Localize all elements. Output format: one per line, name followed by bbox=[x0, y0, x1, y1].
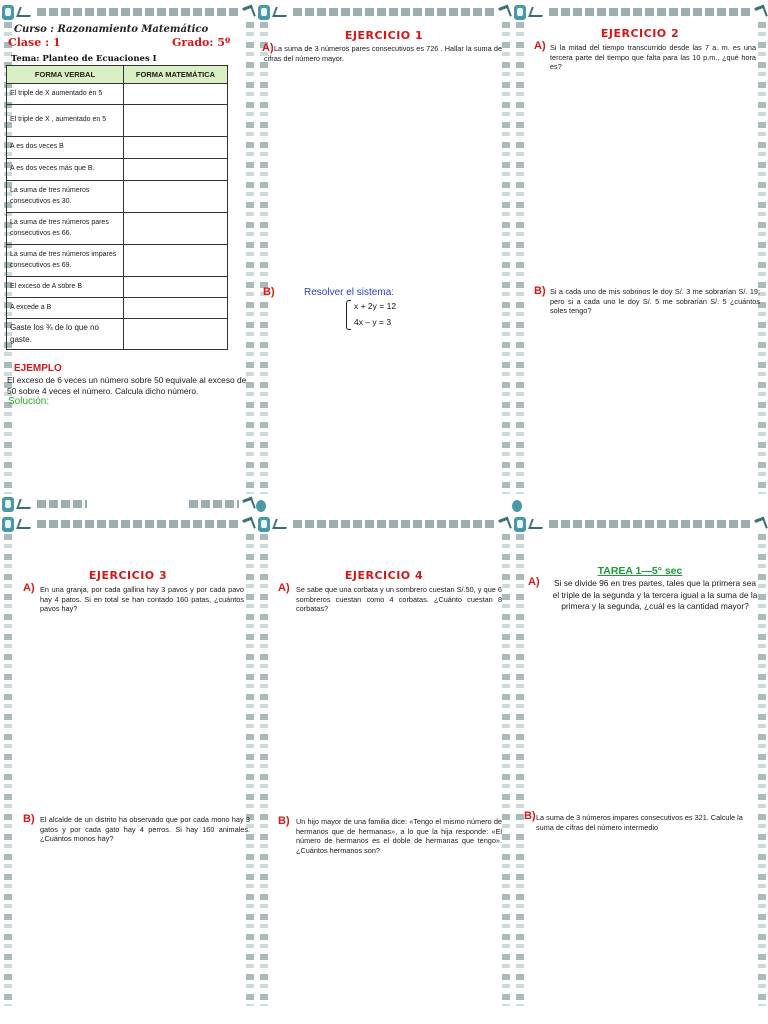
book-icon bbox=[258, 5, 270, 20]
decorative-border-top bbox=[0, 516, 256, 532]
book-icon bbox=[514, 5, 526, 20]
item-letter-a: A) bbox=[262, 42, 274, 54]
decorative-border-right bbox=[502, 534, 510, 1006]
topic-title: Tema: Planteo de Ecuaciones I bbox=[11, 54, 157, 64]
runner-icon bbox=[272, 519, 290, 529]
exercise-4a-text: Se sabe que una corbata y un sombrero cuestan S/.50, y que 6 sombreros cuestan como 4 corbatas. ¿Cuánto cuestan 8 corbatas? bbox=[296, 585, 502, 614]
exercise-3a-text: En una granja, por cada gallina hay 3 pavos y por cada pavo hay 4 patos. Si en total se han contado 160 patas, ¿cuántos pavos hay? bbox=[40, 585, 244, 614]
example-text: El exceso de 6 veces un número sobre 50 equivale al exceso de 50 sobre 4 veces el número. Calcula dicho número. bbox=[7, 375, 247, 396]
table-cell-verbal: A es dos veces más que B. bbox=[7, 159, 124, 181]
item-letter-a: A) bbox=[528, 576, 540, 588]
exercise-4b-text: Un hijo mayor de una familia dice: «Tengo el mismo número de hermanos que de hermanas», a lo que la hija responde: «El número de hermanos es el doble de hermanas que tengo». ¿Cuántos hermanos son? bbox=[296, 817, 502, 855]
table-row bbox=[7, 298, 228, 319]
runner-icon bbox=[528, 7, 546, 17]
table-row bbox=[7, 84, 228, 105]
telescope-icon bbox=[754, 517, 768, 532]
example-heading: EJEMPLO bbox=[14, 363, 62, 374]
book-icon bbox=[2, 497, 14, 512]
item-letter-b: B) bbox=[524, 810, 536, 822]
panel-exercise-1 bbox=[256, 0, 512, 512]
book-icon bbox=[514, 517, 526, 532]
item-letter-a: A) bbox=[534, 40, 546, 52]
table-header-math: FORMA MATEMÁTICA bbox=[124, 66, 228, 84]
telescope-icon bbox=[498, 517, 512, 532]
runner-icon bbox=[16, 7, 34, 17]
table-cell-verbal: El exceso de A sobre B bbox=[7, 277, 124, 298]
exercise-2a-text: Si la mitad del tiempo transcurrido desde las 7 a. m. es una tercera parte del tiempo que falta para las 10 p.m., ¿qué hora es? bbox=[550, 43, 756, 72]
runner-icon bbox=[16, 499, 34, 509]
table-cell-math bbox=[124, 105, 228, 137]
exercise-title: EJERCICIO 1 bbox=[344, 29, 424, 42]
table-cell-verbal: La suma de tres números impares consecutivos es 69. bbox=[7, 245, 124, 277]
homework-a-text: Si se divide 96 en tres partes, tales que la primera sea el triple de la segunda y la tercera igual a la suma de la primera y la segunda, ¿cuál es la cantidad mayor? bbox=[552, 578, 758, 612]
decorative-border-bottom bbox=[0, 496, 256, 512]
telescope-icon bbox=[754, 5, 768, 20]
panel-homework bbox=[512, 512, 768, 1024]
decorative-border-right bbox=[246, 534, 254, 1006]
class-number: Clase : 1 bbox=[8, 36, 61, 49]
grade-label: Grado: 5º bbox=[172, 36, 231, 49]
telescope-icon bbox=[242, 5, 256, 20]
table-cell-verbal: A es dos veces B bbox=[7, 137, 124, 159]
table-cell-verbal: La suma de tres números pares consecutivos es 66. bbox=[7, 213, 124, 245]
table-row bbox=[7, 105, 228, 137]
system-brace bbox=[346, 300, 351, 330]
runner-icon bbox=[16, 519, 34, 529]
decorative-border-top bbox=[512, 4, 768, 20]
table-row bbox=[7, 277, 228, 298]
decorative-border-right bbox=[758, 22, 766, 494]
system-heading: Resolver el sistema: bbox=[304, 287, 395, 298]
item-letter-b: B) bbox=[534, 285, 546, 297]
table-row bbox=[7, 181, 228, 213]
book-icon bbox=[258, 517, 270, 532]
table-cell-math bbox=[124, 319, 228, 350]
table-row bbox=[7, 319, 228, 350]
decorative-border-left bbox=[260, 22, 268, 494]
table-cell-verbal: El triple de X , aumentado en 5 bbox=[7, 105, 124, 137]
exercise-2b-text: Si a cada uno de mis sobrinos le doy S/. 3 me sobrarían S/. 19; pero si a cada uno le doy S/. 5 me sobrarían S/. 5 ¿cuántos soles tengo? bbox=[550, 287, 760, 316]
decorative-ball bbox=[512, 500, 522, 512]
exercise-title: EJERCICIO 3 bbox=[88, 569, 168, 582]
decorative-border-left bbox=[516, 22, 524, 494]
decorative-border-left bbox=[260, 534, 268, 1006]
table-cell-verbal: El triple de X aumentado en 5 bbox=[7, 84, 124, 105]
panel-exercise-2 bbox=[512, 0, 768, 512]
homework-b-text: La suma de 3 números impares consecutivos es 321. Calcule la suma de cifras del número intermedio bbox=[536, 813, 743, 832]
table-cell-math bbox=[124, 245, 228, 277]
decorative-border-top bbox=[256, 516, 512, 532]
telescope-icon bbox=[498, 5, 512, 20]
decorative-border-top bbox=[0, 4, 256, 20]
table-header-verbal: FORMA VERBAL bbox=[7, 66, 124, 84]
table-row bbox=[7, 213, 228, 245]
book-icon bbox=[2, 517, 14, 532]
item-letter-a: A) bbox=[23, 582, 35, 594]
item-letter-b: B) bbox=[23, 813, 35, 825]
exercise-3b-text: El alcalde de un distrito ha observado que por cada mono hay 3 gatos y por cada gato hay 4 perros. Si hay 160 animales. ¿Cuántos monos hay? bbox=[40, 815, 250, 844]
table-cell-math bbox=[124, 181, 228, 213]
table-cell-math bbox=[124, 84, 228, 105]
solution-label: Solución: bbox=[8, 396, 50, 407]
table-row bbox=[7, 245, 228, 277]
decorative-border-top bbox=[512, 516, 768, 532]
item-letter-a: A) bbox=[278, 582, 290, 594]
table-cell-math bbox=[124, 213, 228, 245]
table-row bbox=[7, 159, 228, 181]
table-cell-verbal: La suma de tres números consecutivos es 30. bbox=[7, 181, 124, 213]
panel-exercise-3 bbox=[0, 512, 256, 1024]
table-cell-math bbox=[124, 159, 228, 181]
item-letter-b: B) bbox=[263, 286, 275, 298]
panel-exercise-4 bbox=[256, 512, 512, 1024]
course-title: Curso : Razonamiento Matemático bbox=[14, 24, 209, 35]
table-cell-math bbox=[124, 298, 228, 319]
panel-class-sheet bbox=[0, 0, 256, 512]
telescope-icon bbox=[242, 497, 256, 512]
decorative-border-right bbox=[502, 22, 510, 494]
table-cell-verbal: Gaste los ¾ de lo que no gaste. bbox=[7, 319, 124, 350]
exercise-1a-text: La suma de 3 números pares consecutivos es 726 . Hallar la suma de cifras del número mayor. bbox=[264, 44, 502, 63]
decorative-border-top bbox=[256, 4, 512, 20]
exercise-title: EJERCICIO 4 bbox=[344, 569, 424, 582]
decorative-border-right bbox=[758, 534, 766, 1006]
homework-title: TAREA 1—5° sec bbox=[597, 565, 683, 577]
telescope-icon bbox=[242, 517, 256, 532]
verbal-math-table bbox=[6, 65, 228, 350]
decorative-border-left bbox=[4, 534, 12, 1006]
equation-1: x + 2y = 12 bbox=[354, 301, 397, 311]
decorative-border-right bbox=[246, 22, 254, 494]
book-icon bbox=[2, 5, 14, 20]
table-row bbox=[7, 137, 228, 159]
table-cell-verbal: A excede a B bbox=[7, 298, 124, 319]
item-letter-b: B) bbox=[278, 815, 290, 827]
decorative-border-left bbox=[516, 534, 524, 1006]
table-cell-math bbox=[124, 137, 228, 159]
decorative-ball bbox=[256, 500, 266, 512]
exercise-title: EJERCICIO 2 bbox=[600, 27, 680, 40]
runner-icon bbox=[272, 7, 290, 17]
table-cell-math bbox=[124, 277, 228, 298]
runner-icon bbox=[528, 519, 546, 529]
equation-2: 4x – y = 3 bbox=[354, 317, 392, 327]
